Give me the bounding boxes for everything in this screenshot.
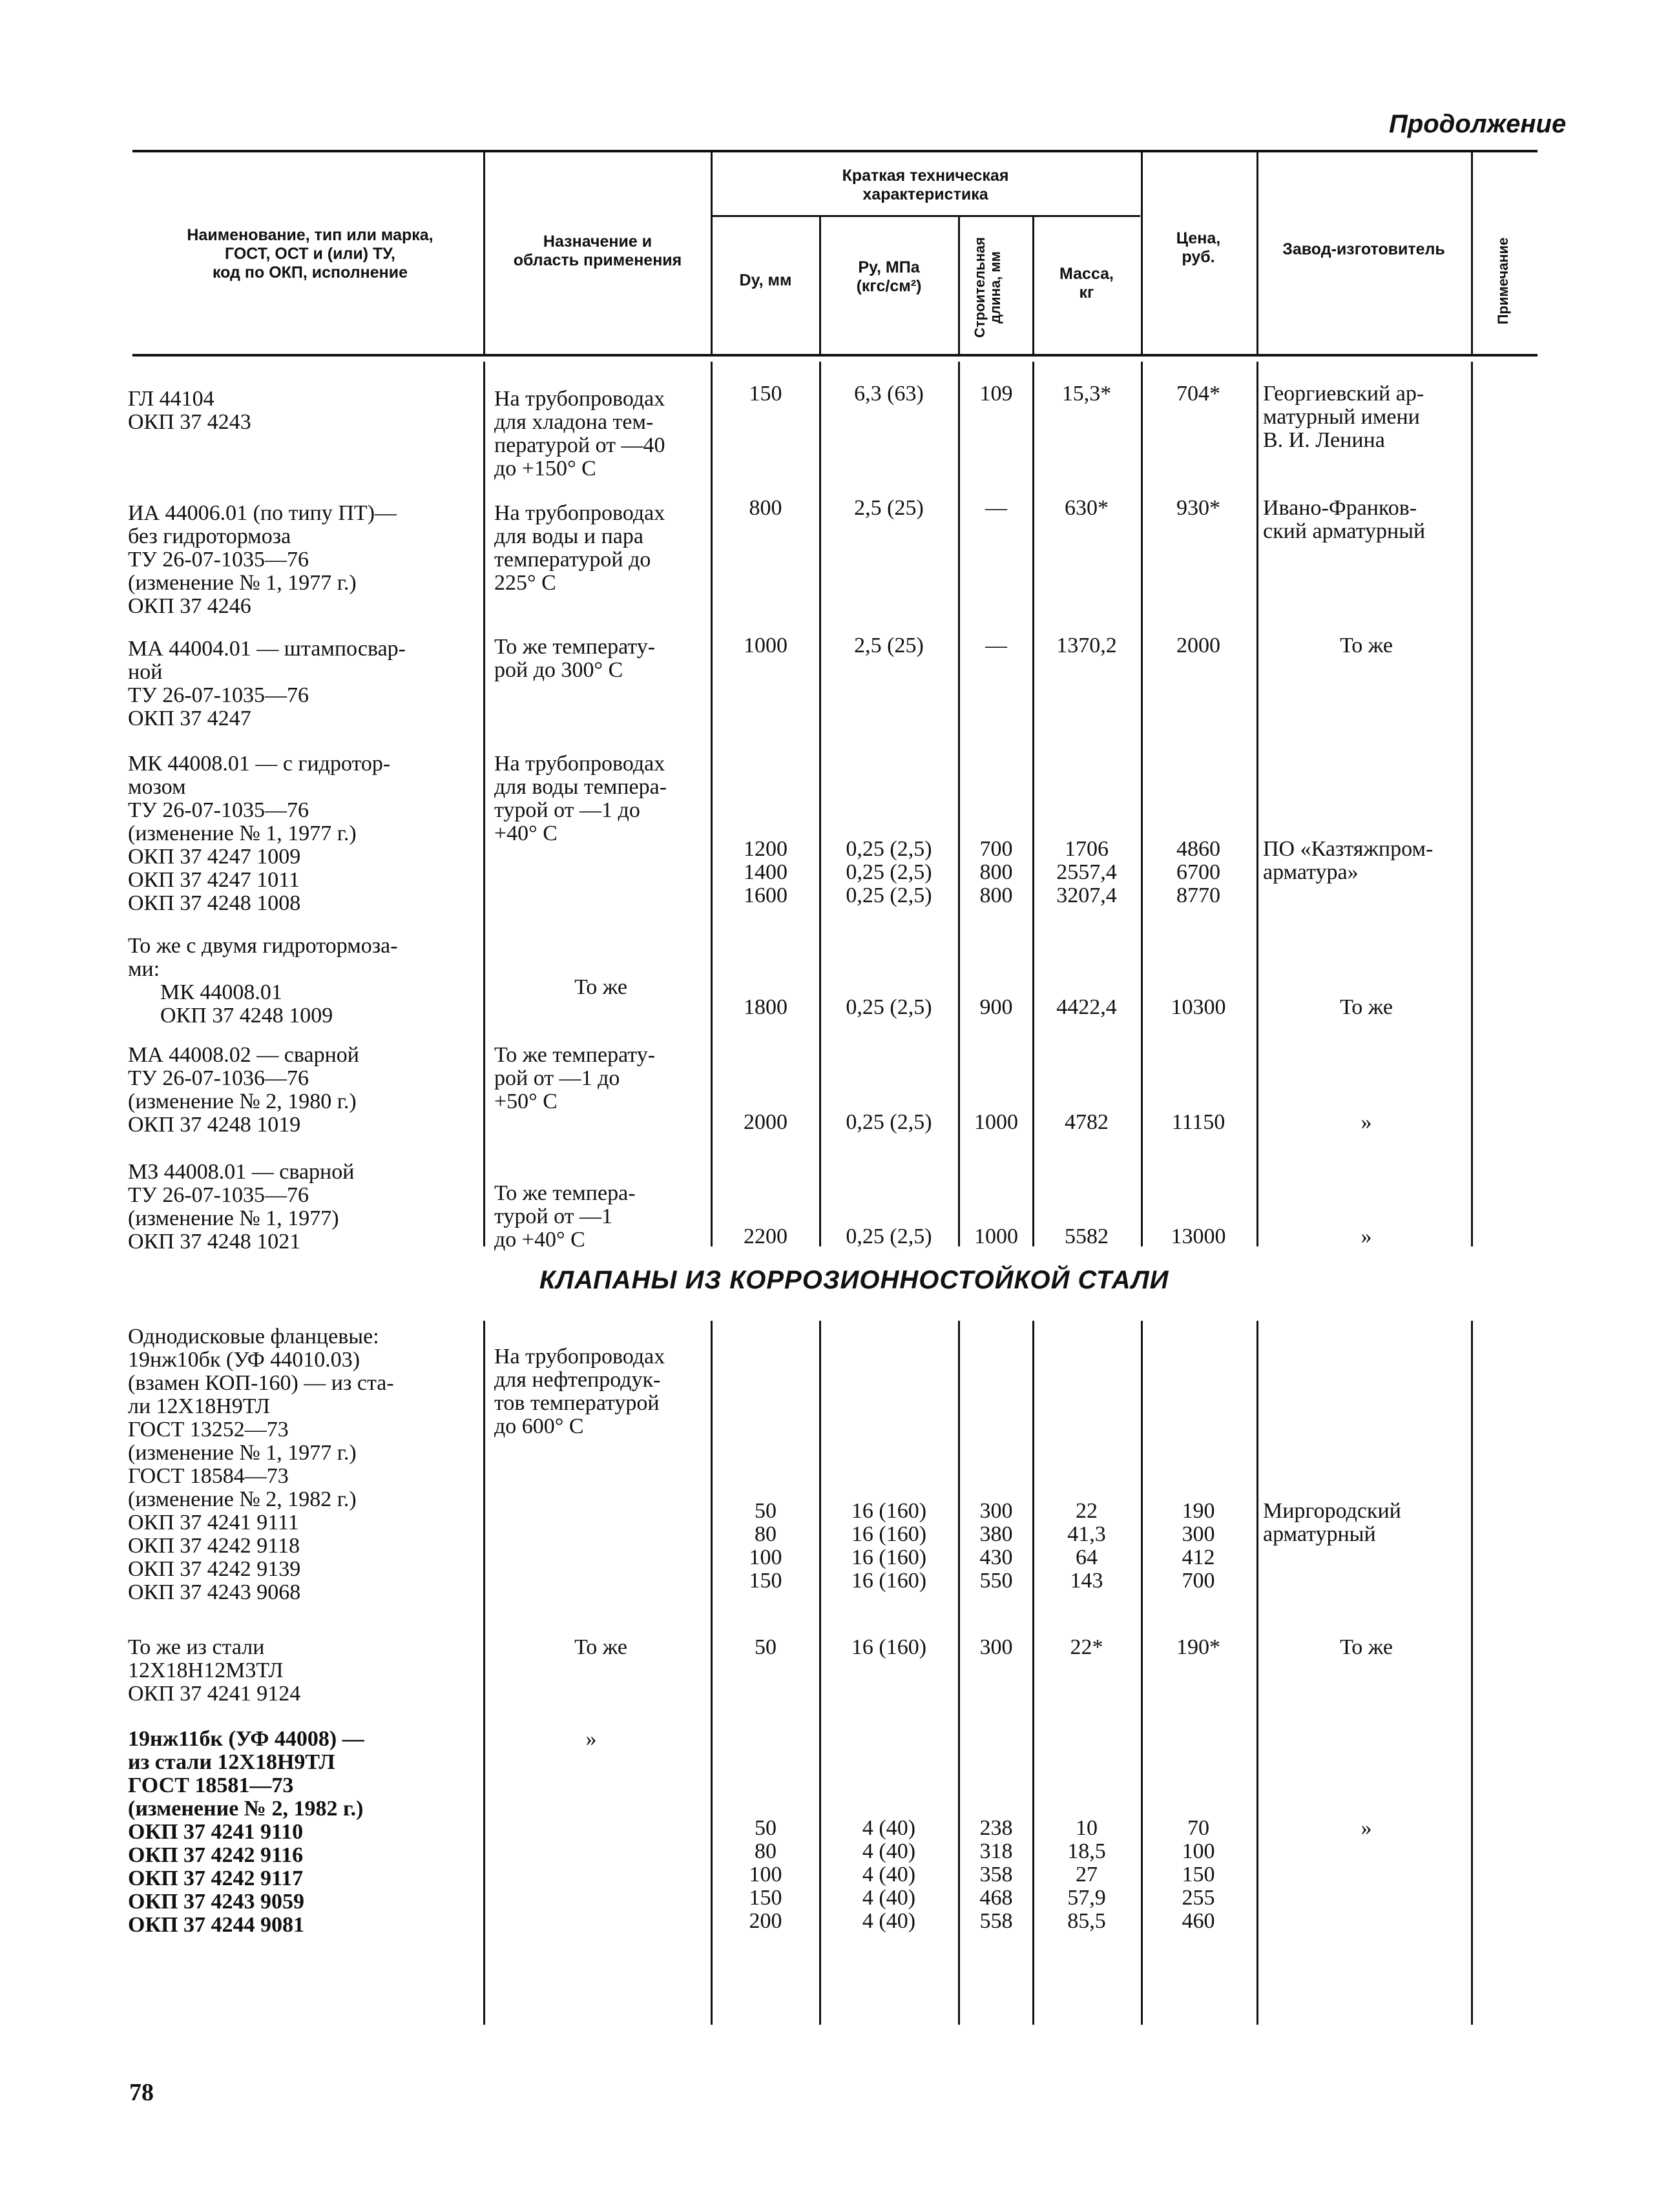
row8-py: 16 (160) 16 (160) 16 (160) 16 (160)	[851, 1499, 927, 1593]
header-maker: Завод-изготовитель	[1282, 240, 1445, 258]
row7-dy: 2200	[744, 1225, 787, 1248]
row9-dy: 50	[755, 1635, 777, 1659]
row6-mass: 4782	[1065, 1110, 1109, 1134]
table-top-rule	[132, 150, 1538, 152]
header-name: Наименование, тип или марка, ГОСТ, ОСТ и (или) ТУ, код по ОКП, исполнение	[187, 226, 433, 282]
row9-maker: То же	[1340, 1635, 1393, 1659]
body1-rule-4	[958, 362, 960, 1246]
row4-name: МК 44008.01 — с гидротор- мозом ТУ 26-07-1035—76 (изменение № 1, 1977 г.) ОКП 37 4247 1009 ОКП 37 4247 1011 ОКП 37 4248 1008	[128, 752, 391, 915]
col-rule-3	[819, 216, 821, 354]
row7-purpose: То же темпера- турой от —1 до +40° С	[494, 1181, 636, 1252]
row1-maker: Георгиевский ар- матурный имени В. И. Ленина	[1263, 382, 1424, 452]
row8-dy: 50 80 100 150	[749, 1499, 782, 1593]
row4-py: 0,25 (2,5) 0,25 (2,5) 0,25 (2,5)	[846, 837, 932, 907]
row1-price: 704*	[1176, 382, 1220, 406]
header-dy: Dу, мм	[739, 271, 792, 289]
col-rule-2	[711, 152, 713, 354]
row2-price: 930*	[1176, 496, 1220, 520]
row7-name: МЗ 44008.01 — сварной ТУ 26-07-1035—76 (изменение № 1, 1977) ОКП 37 4248 1021	[128, 1160, 355, 1254]
row3-len: —	[985, 634, 1007, 657]
row2-py: 2,5 (25)	[854, 496, 924, 520]
row6-dy: 2000	[744, 1110, 787, 1134]
row10-mass: 10 18,5 27 57,9 85,5	[1067, 1816, 1106, 1933]
row5-len: 900	[979, 995, 1013, 1019]
row7-price: 13000	[1171, 1225, 1226, 1248]
row9-name: То же из стали 12Х18Н12М3ТЛ ОКП 37 4241 9124	[128, 1635, 301, 1706]
row9-price: 190*	[1176, 1635, 1220, 1659]
row2-len: —	[985, 496, 1007, 520]
row4-len: 700 800 800	[979, 837, 1013, 907]
body2-rule-7	[1257, 1321, 1258, 2025]
row9-py: 16 (160)	[851, 1635, 927, 1659]
row3-maker: То же	[1340, 634, 1393, 657]
body2-rule-2	[711, 1321, 713, 2025]
row10-dy: 50 80 100 150 200	[749, 1816, 782, 1933]
header-py: Pу, МПа (кгс/см²)	[856, 258, 922, 295]
row6-len: 1000	[974, 1110, 1018, 1134]
row3-name: МА 44004.01 — штампосвар- ной ТУ 26-07-1035—76 ОКП 37 4247	[128, 637, 406, 730]
row6-purpose: То же температу- рой от —1 до +50° С	[494, 1043, 656, 1113]
body2-rule-5	[1032, 1321, 1034, 2025]
body1-rule-7	[1257, 362, 1258, 1246]
row1-name: ГЛ 44104 ОКП 37 4243	[128, 387, 251, 434]
body2-rule-4	[958, 1321, 960, 2025]
row10-py: 4 (40) 4 (40) 4 (40) 4 (40) 4 (40)	[862, 1816, 916, 1933]
col-rule-8	[1471, 152, 1473, 354]
row4-mass: 1706 2557,4 3207,4	[1056, 837, 1117, 907]
row10-maker: »	[1361, 1816, 1372, 1840]
row3-py: 2,5 (25)	[854, 634, 924, 657]
col-rule-6	[1141, 152, 1143, 354]
row4-price: 4860 6700 8770	[1176, 837, 1220, 907]
row10-price: 70 100 150 255 460	[1182, 1816, 1215, 1933]
header-price: Цена, руб.	[1176, 229, 1221, 266]
header-tech: Краткая техническая характеристика	[842, 167, 1009, 203]
section-title: КЛАПАНЫ ИЗ КОРРОЗИОННОСТОЙКОЙ СТАЛИ	[539, 1266, 1169, 1294]
body1-rule-3	[819, 362, 821, 1246]
row6-name: МА 44008.02 — сварной ТУ 26-07-1036—76 (изменение № 2, 1980 г.) ОКП 37 4248 1019	[128, 1043, 359, 1137]
row4-maker: ПО «Казтяжпром- арматура»	[1263, 837, 1434, 884]
body2-rule-3	[819, 1321, 821, 2025]
row2-mass: 630*	[1065, 496, 1109, 520]
row3-price: 2000	[1176, 634, 1220, 657]
tech-subheader-rule	[711, 215, 1140, 217]
header-length: Строительная длина, мм	[972, 237, 1003, 338]
row5-name: То же с двумя гидротормоза- ми:	[128, 934, 398, 981]
row8-purpose: На трубопроводах для нефтепродук- тов температурой до 600° С	[494, 1345, 665, 1438]
row7-py: 0,25 (2,5)	[846, 1225, 932, 1248]
header-mass: Масса, кг	[1059, 265, 1114, 302]
row5-name-sub: МК 44008.01 ОКП 37 4248 1009	[160, 980, 333, 1028]
row4-purpose: На трубопроводах для воды темпера- турой от —1 до +40° С	[494, 752, 667, 845]
row9-purpose: То же	[574, 1635, 627, 1659]
row8-maker: Миргородский арматурный	[1263, 1499, 1401, 1546]
col-rule-5	[1032, 216, 1034, 354]
header-note: Примечание	[1495, 237, 1511, 325]
body2-rule-6	[1141, 1321, 1143, 2025]
row1-py: 6,3 (63)	[854, 382, 924, 406]
header-bottom-rule	[132, 354, 1538, 357]
row10-len: 238 318 358 468 558	[979, 1816, 1013, 1933]
row6-price: 11150	[1171, 1110, 1225, 1134]
row5-price: 10300	[1171, 995, 1226, 1019]
row8-price: 190 300 412 700	[1182, 1499, 1215, 1593]
col-rule-7	[1257, 152, 1258, 354]
row1-purpose: На трубопроводах для хладона тем- пературой от —40 до +150° С	[494, 387, 665, 481]
row5-maker: То же	[1340, 995, 1393, 1019]
row1-dy: 150	[749, 382, 782, 406]
row7-len: 1000	[974, 1225, 1018, 1248]
row5-mass: 4422,4	[1056, 995, 1117, 1019]
row3-dy: 1000	[744, 634, 787, 657]
continuation-label: Продолжение	[1389, 110, 1567, 138]
col-rule-4	[958, 216, 960, 354]
row8-mass: 22 41,3 64 143	[1067, 1499, 1106, 1593]
body2-rule-8	[1471, 1321, 1473, 2025]
row5-py: 0,25 (2,5)	[846, 995, 932, 1019]
body1-rule-2	[711, 362, 713, 1246]
row6-py: 0,25 (2,5)	[846, 1110, 932, 1134]
row9-len: 300	[979, 1635, 1013, 1659]
row4-dy: 1200 1400 1600	[744, 837, 787, 907]
row8-name: Однодисковые фланцевые: 19нж10бк (УФ 44010.03) (взамен КОП-160) — из ста- ли 12Х18Н9ТЛ ГОСТ 13252—73 (изменение № 1, 1977 г.) ГОСТ 18584—73 (изменение № 2, 1982 г.) ОКП 37 4241 9111 ОКП 37 4242 9118 ОКП 37 4242 9139 ОКП 37 4243 9068	[128, 1325, 394, 1604]
header-purpose: Назначение и область применения	[513, 233, 682, 269]
row2-name: ИА 44006.01 (по типу ПТ)— без гидротормоза ТУ 26-07-1035—76 (изменение № 1, 1977 г.) ОКП 37 4246	[128, 501, 397, 618]
row9-mass: 22*	[1070, 1635, 1103, 1659]
row3-purpose: То же температу- рой до 300° С	[494, 635, 656, 682]
row10-purpose: »	[585, 1727, 597, 1751]
row6-maker: »	[1361, 1110, 1372, 1134]
row5-purpose: То же	[574, 975, 627, 999]
row3-mass: 1370,2	[1056, 634, 1117, 657]
row7-mass: 5582	[1065, 1225, 1109, 1248]
body1-rule-6	[1141, 362, 1143, 1246]
row1-mass: 15,3*	[1061, 382, 1112, 406]
body1-rule-8	[1471, 362, 1473, 1246]
row10-name: 19нж11бк (УФ 44008) — из стали 12Х18Н9ТЛ ГОСТ 18581—73 (изменение № 2, 1982 г.) ОКП 37 4241 9110 ОКП 37 4242 9116 ОКП 37 4242 9117 ОКП 37 4243 9059 ОКП 37 4244 9081	[128, 1727, 364, 1937]
row2-maker: Ивано-Франков- ский арматурный	[1263, 496, 1426, 543]
row8-len: 300 380 430 550	[979, 1499, 1013, 1593]
body1-rule-5	[1032, 362, 1034, 1246]
row2-dy: 800	[749, 496, 782, 520]
row2-purpose: На трубопроводах для воды и пара температурой до 225° С	[494, 501, 665, 595]
row1-len: 109	[979, 382, 1013, 406]
row5-dy: 1800	[744, 995, 787, 1019]
page-number: 78	[129, 2079, 154, 2106]
row7-maker: »	[1361, 1225, 1372, 1248]
col-rule-1	[483, 152, 485, 354]
